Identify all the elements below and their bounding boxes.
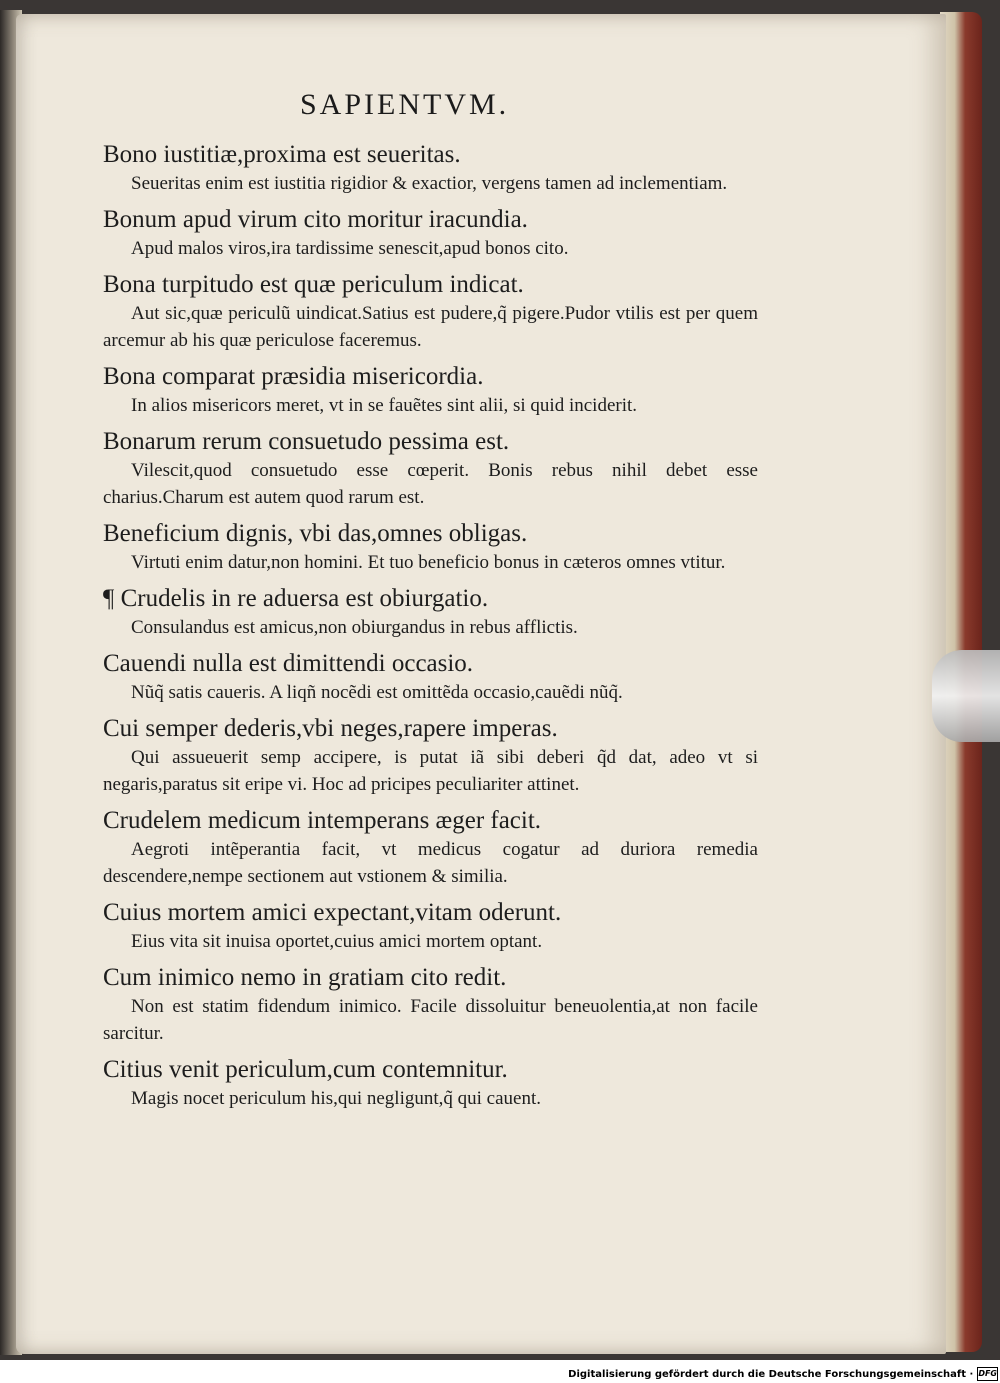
maxim-entry	[103, 706, 758, 798]
digitization-credit	[568, 1365, 1000, 1383]
maxim-entry	[103, 511, 758, 576]
maxim-text: Crudelem medicum intemperans æger facit.	[103, 807, 542, 834]
maxim-gloss: Nũq̃ satis caueris. A liqñ nocẽdi est omittẽda occasio,cauẽdi nũq̃.	[131, 682, 623, 703]
maxim-text: Bona comparat præsidia misericordia.	[103, 363, 484, 390]
maxim-list	[103, 132, 758, 1112]
maxim-entry	[103, 955, 758, 1047]
maxim-text: Bonarum rerum consuetudo pessima est.	[103, 428, 510, 455]
maxim-text: ¶ Crudelis in re aduersa est obiurgatio.	[103, 585, 489, 612]
running-head: SAPIENTVM.	[300, 88, 510, 121]
maxim-text: Cui semper dederis,vbi neges,rapere imperas.	[103, 715, 558, 742]
maxim-gloss: Qui assueuerit semp accipere, is putat iã sibi deberi q̃d dat, adeo vt si negaris,paratus sit eripe vi. Hoc ad pricipes peculiariter attinet.	[103, 747, 758, 795]
maxim-gloss: In alios misericors meret, vt in se fauẽtes sint alii, si quid inciderit.	[131, 395, 638, 416]
maxim-gloss: Seueritas enim est iustitia rigidior & exactior, vergens tamen ad inclementiam.	[131, 173, 728, 194]
maxim-entry	[103, 798, 758, 890]
maxim-entry	[103, 576, 758, 641]
maxim-text: Beneficium dignis, vbi das,omnes obligas.	[103, 520, 528, 547]
maxim-gloss: Apud malos viros,ira tardissime senescit,apud bonos cito.	[131, 238, 569, 259]
maxim-gloss: Virtuti enim datur,non homini. Et tuo beneficio bonus in cæteros omnes vtitur.	[131, 552, 726, 573]
maxim-text: Bono iustitiæ,proxima est seueritas.	[103, 141, 461, 168]
maxim-text: Bona turpitudo est quæ periculum indicat.	[103, 271, 524, 298]
maxim-entry	[103, 132, 758, 197]
maxim-entry	[103, 890, 758, 955]
maxim-text: Cuius mortem amici expectant,vitam oderunt.	[103, 899, 562, 926]
maxim-gloss: Non est statim fidendum inimico. Facile dissoluitur beneuolentia,at non facile sarcitur.	[103, 996, 758, 1044]
maxim-gloss: Aut sic,quæ periculũ uindicat.Satius est pudere,q̃ pigere.Pudor vtilis est per quem arcemur ab his quæ periculose faceremus.	[103, 303, 758, 351]
maxim-entry	[103, 419, 758, 511]
maxim-entry	[103, 262, 758, 354]
maxim-text: Cum inimico nemo in gratiam cito redit.	[103, 964, 507, 991]
credit-text: Digitalisierung gefördert durch die Deutsche Forschungsgemeinschaft ·	[568, 1368, 974, 1380]
maxim-gloss: Eius vita sit inuisa oportet,cuius amici mortem optant.	[131, 931, 543, 952]
dfg-logo-icon: DFG	[977, 1367, 998, 1381]
maxim-entry	[103, 354, 758, 419]
maxim-gloss: Aegroti intẽperantia facit, vt medicus cogatur ad duriora remedia descendere,nempe sectionem aut vstionem & similia.	[103, 839, 758, 887]
maxim-gloss: Magis nocet periculum his,qui negligunt,q̃ qui cauent.	[131, 1088, 542, 1109]
maxim-entry	[103, 197, 758, 262]
maxim-gloss: Vilescit,quod consuetudo esse cœperit. Bonis rebus nihil debet esse charius.Charum est autem quod rarum est.	[103, 460, 758, 508]
page-clip	[932, 650, 1000, 742]
maxim-text: Bonum apud virum cito moritur iracundia.	[103, 206, 528, 233]
maxim-entry	[103, 1047, 758, 1112]
maxim-entry	[103, 641, 758, 706]
maxim-gloss: Consulandus est amicus,non obiurgandus in rebus afflictis.	[131, 617, 578, 638]
maxim-text: Cauendi nulla est dimittendi occasio.	[103, 650, 474, 677]
maxim-text: Citius venit periculum,cum contemnitur.	[103, 1056, 508, 1083]
